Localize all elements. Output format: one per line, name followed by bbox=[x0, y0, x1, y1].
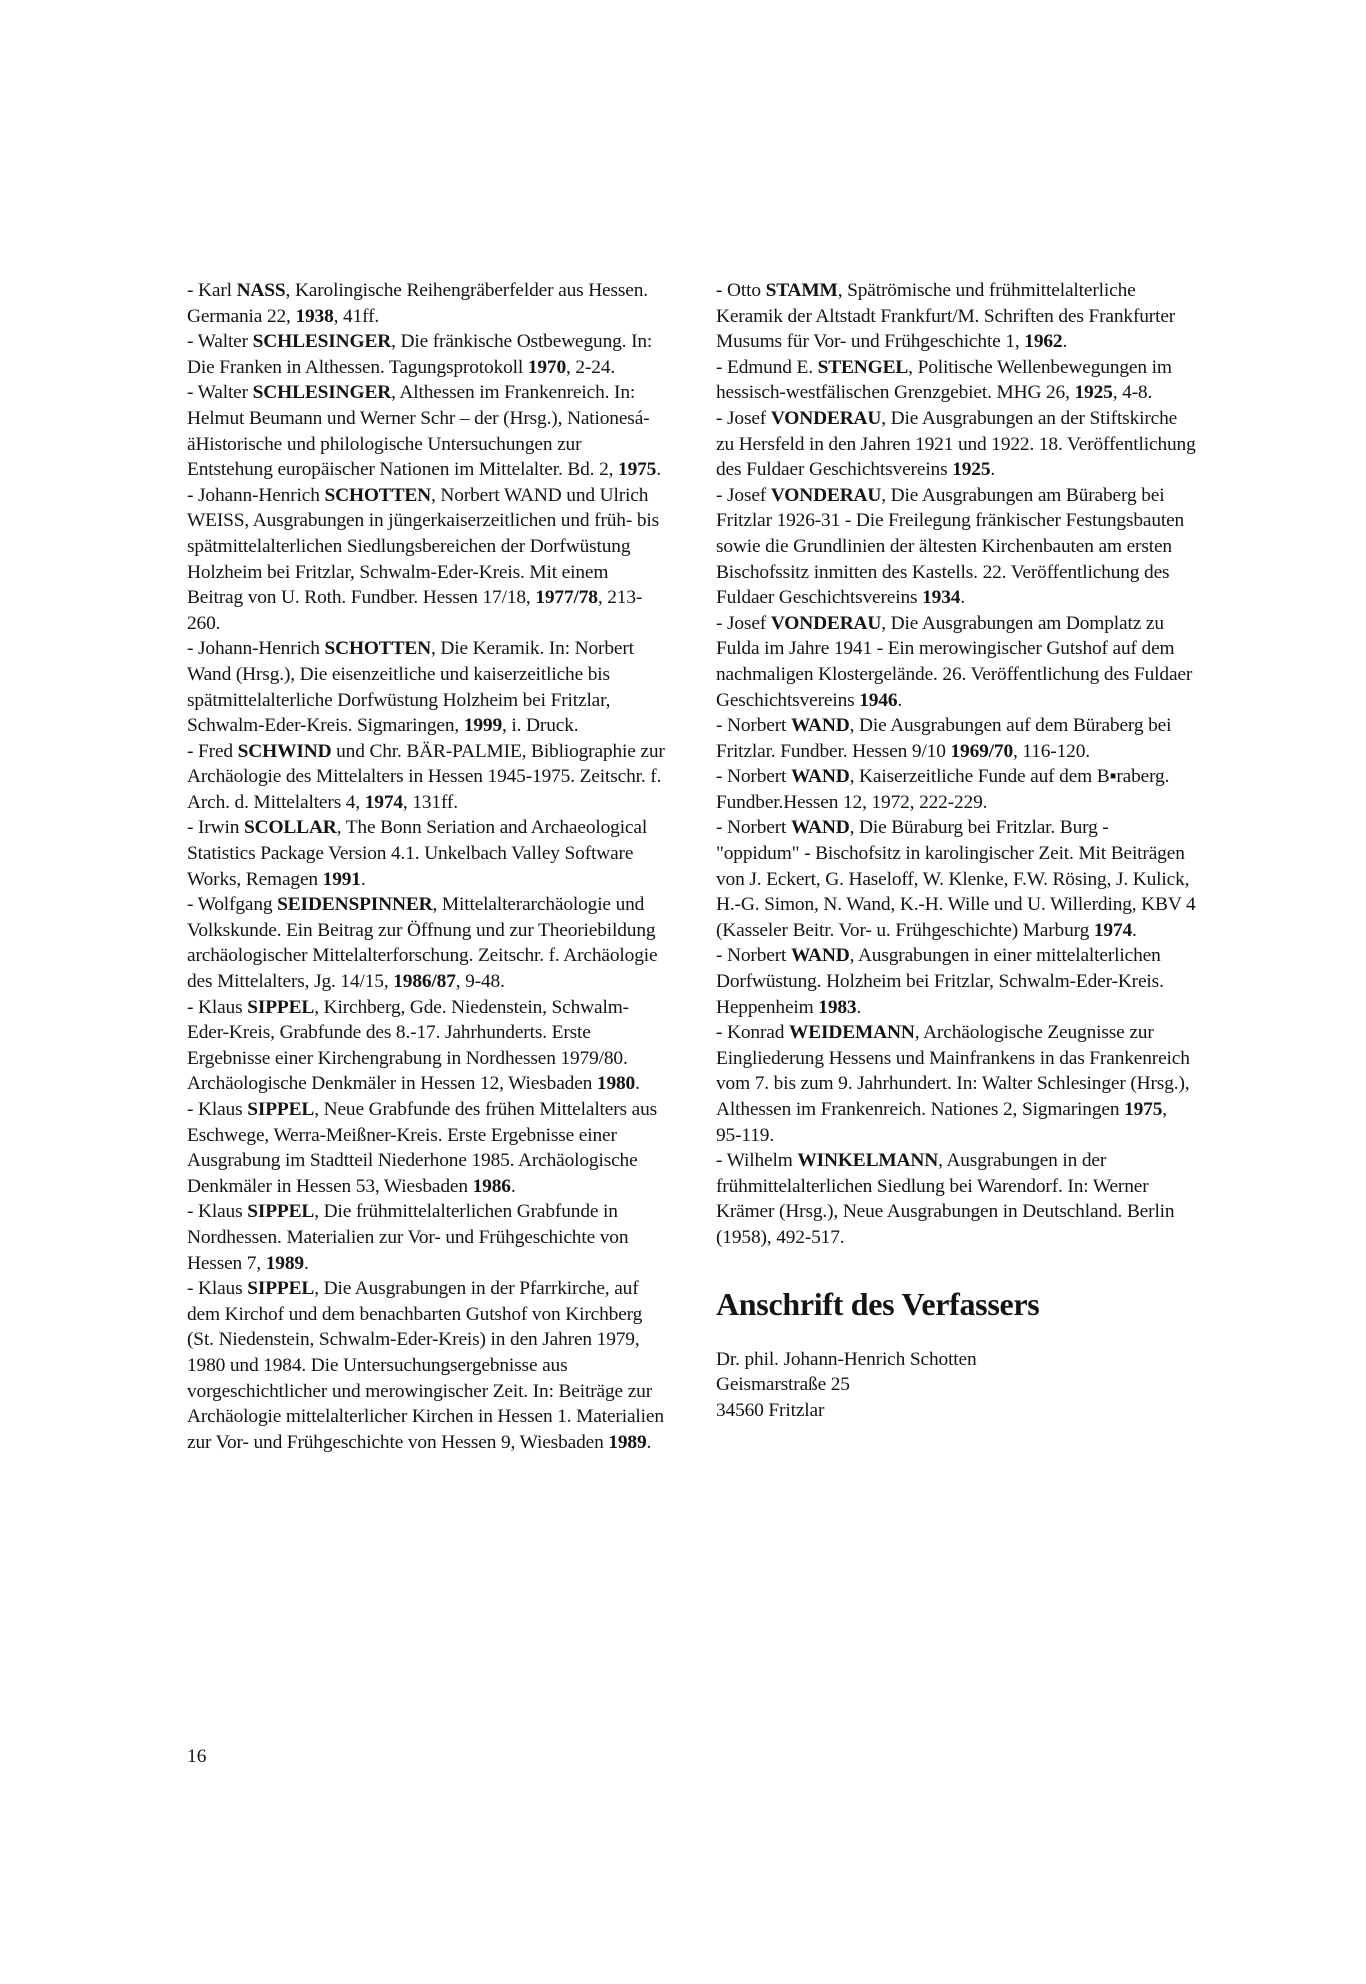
bibliography-entry: - Josef VONDERAU, Die Ausgrabungen an der Stiftskirche zu Hersfeld in den Jahren 1921 und 1922. 18. Veröffentlichung des Fuldaer Geschichtsvereins 1925. bbox=[716, 407, 1196, 481]
bibliography-entry: - Irwin SCOLLAR, The Bonn Seriation and Archaeological Statistics Package Version 4.1. Unkelbach Valley Software Works, Remagen 1991. bbox=[187, 817, 648, 890]
bibliography-entry: - Karl NASS, Karolingische Reihengräberfelder aus Hessen. Germania 22, 1938, 41ff. bbox=[187, 280, 649, 327]
bibliography-entry: - Norbert WAND, Die Büraburg bei Fritzlar. Burg - "oppidum" - Bischofsitz in karolingischer Zeit. Mit Beiträgen von J. Eckert, G. Haseloff, W. Klenke, F.W. Rösing, J. Kulick, H.-G. Simon, N. Wand, K.-H. Wille und U. Willerding, KBV 4 (Kasseler Beitr. Vor- u. Frühgeschichte) Marburg 1974. bbox=[716, 817, 1196, 941]
bibliography-entry: - Konrad WEIDEMANN, Archäologische Zeugnisse zur Eingliederung Hessens und Mainfrankens in das Frankenreich vom 7. bis zum 9. Jahrhundert. In: Walter Schlesinger (Hrsg.), Althessen im Frankenreich. Nationes 2, Sigmaringen 1975, 95-119. bbox=[716, 1022, 1190, 1146]
address-line-city: 34560 Fritzlar bbox=[716, 1399, 825, 1421]
address-heading: Anschrift des Verfassers bbox=[716, 1285, 1040, 1322]
bibliography-entry: - Josef VONDERAU, Die Ausgrabungen am Büraberg bei Fritzlar 1926-31 - Die Freilegung fränkischer Festungsbauten sowie die Grundlinien der ältesten Kirchenbauten am ersten Bischofssitz inmitten des Kastells. 22. Veröffentlichung des Fuldaer Geschichtsvereins 1934. bbox=[716, 484, 1185, 609]
bibliography-entry: - Otto STAMM, Spätrömische und frühmittelalterliche Keramik der Altstadt Frankfurt/M. Schriften des Frankfurter Musums für Vor- und Frühgeschichte 1, 1962. bbox=[716, 280, 1176, 353]
address-line-name: Dr. phil. Johann-Henrich Schotten bbox=[716, 1348, 977, 1370]
bibliography-entry: - Norbert WAND, Ausgrabungen in einer mittelalterlichen Dorfwüstung. Holzheim bei Fritzlar, Schwalm-Eder-Kreis. Heppenheim 1983. bbox=[716, 945, 1164, 1018]
bibliography-entry: - Fred SCHWIND und Chr. BÄR-PALMIE, Bibliographie zur Archäologie des Mittelalters in Hessen 1945-1975. Zeitschr. f. Arch. d. Mittelalters 4, 1974, 131ff. bbox=[187, 740, 665, 813]
bibliography-entry: - Wilhelm WINKELMANN, Ausgrabungen in der frühmittelalterlichen Siedlung bei Warendorf. In: Werner Krämer (Hrsg.), Neue Ausgrabungen in Deutschland. Berlin (1958), 492-517. bbox=[716, 1150, 1175, 1248]
bibliography-right-column bbox=[716, 278, 1196, 1423]
bibliography-entry: - Norbert WAND, Die Ausgrabungen auf dem Büraberg bei Fritzlar. Fundber. Hessen 9/10 1969/70, 116-120. bbox=[716, 715, 1172, 762]
author-address bbox=[716, 1347, 1196, 1424]
bibliography-left-column bbox=[187, 278, 667, 1455]
bibliography-entry: - Walter SCHLESINGER, Die fränkische Ostbewegung. In: Die Franken in Althessen. Tagungsprotokoll 1970, 2-24. bbox=[187, 331, 653, 378]
bibliography-entry: - Norbert WAND, Kaiserzeitliche Funde auf dem B▪raberg. Fundber.Hessen 12, 1972, 222-229. bbox=[716, 766, 1170, 813]
bibliography-entry: - Klaus SIPPEL, Kirchberg, Gde. Niedenstein, Schwalm-Eder-Kreis, Grabfunde des 8.-17. Jahrhunderts. Erste Ergebnisse einer Kirchengrabung in Nordhessen 1979/80. Archäologische Denkmäler in Hessen 12, Wiesbaden 1980. bbox=[187, 996, 640, 1095]
bibliography-entry: - Klaus SIPPEL, Neue Grabfunde des frühen Mittelalters aus Eschwege, Werra-Meißner-Kreis. Erste Ergebnisse einer Ausgrabung im Stadtteil Niederhone 1985. Archäologische Denkmäler in Hessen 53, Wiesbaden 1986. bbox=[187, 1099, 658, 1197]
bibliography-entry: - Edmund E. STENGEL, Politische Wellenbewegungen im hessisch-westfälischen Grenzgebiet. MHG 26, 1925, 4-8. bbox=[716, 356, 1172, 404]
bibliography-entry: - Walter SCHLESINGER, Althessen im Frankenreich. In: Helmut Beumann und Werner Schr – der (Hrsg.), Nationesá-äHistorische und philologische Untersuchungen zur Entstehung europäischer Nationen im Mittelalter. Bd. 2, 1975. bbox=[187, 382, 661, 481]
bibliography-entry: - Josef VONDERAU, Die Ausgrabungen am Domplatz zu Fulda im Jahre 1941 - Ein merowingischer Gutshof auf dem nachmaligen Klostergelände. 26. Veröffentlichung des Fuldaer Geschichtsvereins 1946. bbox=[716, 612, 1193, 711]
page-number: 16 bbox=[187, 1746, 207, 1767]
bibliography-entry: - Johann-Henrich SCHOTTEN, Norbert WAND und Ulrich WEISS, Ausgrabungen in jüngerkaiserzeitlichen und früh- bis spätmittelalterlichen Siedlungsbereichen der Dorfwüstung Holzheim bei Fritzlar, Schwalm-Eder-Kreis. Mit einem Beitrag von U. Roth. Fundber. Hessen 17/18, 1977/78, 213-260. bbox=[187, 484, 660, 634]
bibliography-entry: - Wolfgang SEIDENSPINNER, Mittelalterarchäologie und Volkskunde. Ein Beitrag zur Öffnung und zur Theoriebildung archäologischer Mittelalterforschung. Zeitschr. f. Archäologie des Mittelalters, Jg. 14/15, 1986/87, 9-48. bbox=[187, 894, 658, 993]
bibliography-entry: - Johann-Henrich SCHOTTEN, Die Keramik. In: Norbert Wand (Hrsg.), Die eisenzeitliche und kaiserzeitliche bis spätmittelalterliche Dorfwüstung Holzheim bei Fritzlar, Schwalm-Eder-Kreis. Sigmaringen, 1999, i. Druck. bbox=[187, 638, 634, 737]
address-line-street: Geismarstraße 25 bbox=[716, 1374, 850, 1396]
bibliography-entry: - Klaus SIPPEL, Die Ausgrabungen in der Pfarrkirche, auf dem Kirchof und dem benachbarten Gutshof von Kirchberg (St. Niedenstein, Schwalm-Eder-Kreis) in den Jahren 1979, 1980 und 1984. Die Untersuchungsergebnisse aus vorgeschichtlicher und merowingischer Zeit. In: Beiträge zur Archäologie mittelalterlicher Kirchen in Hessen 1. Materialien zur Vor- und Frühgeschichte von Hessen 9, Wiesbaden 1989. bbox=[187, 1278, 664, 1453]
bibliography-entry: - Klaus SIPPEL, Die frühmittelalterlichen Grabfunde in Nordhessen. Materialien zur Vor- und Frühgeschichte von Hessen 7, 1989. bbox=[187, 1201, 629, 1274]
